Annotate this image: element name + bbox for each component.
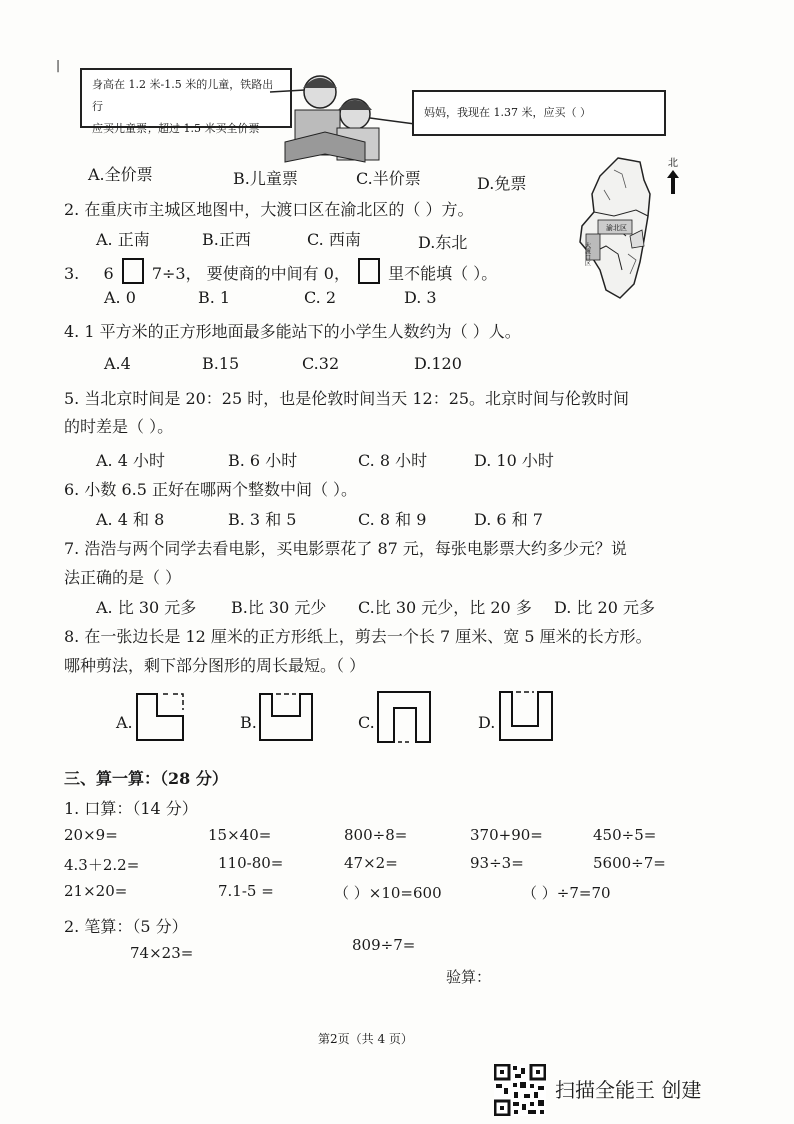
q5-line2: 的时差是（ ）。 (64, 417, 174, 436)
q8-label-a: A. (116, 713, 133, 732)
oral-3-4: （ ）÷7=70 (522, 884, 611, 902)
speech-bubble-left (80, 68, 292, 135)
q7-line1: 7. 浩浩与两个同学去看电影，买电影票花了 87 元，每张电影票大约多少元？说 (64, 539, 627, 558)
oral-2-4: 93÷3= (470, 854, 524, 872)
q5-line1: 5. 当北京时间是 20：25 时，也是伦敦时间当天 12：25。北京时间与伦敦时间 (64, 389, 630, 408)
oral-1-2: 15×40= (208, 826, 272, 844)
oral-3-3: （ ）×10=600 (334, 884, 442, 902)
q8-label-d: D. (478, 713, 496, 732)
north-arrow-icon (667, 170, 679, 194)
chongqing-map (570, 150, 690, 310)
q6-option-d: D. 6 和 7 (474, 510, 543, 529)
q7-line2: 法正确的是（ ） (64, 568, 182, 587)
q3-number: 3. (64, 264, 80, 283)
oral-3-1: 21×20= (64, 882, 128, 900)
q5-option-d: D. 10 小时 (474, 451, 554, 470)
q3-suffix: 里不能填（ ）。 (388, 264, 498, 283)
q8-label-c: C. (358, 713, 375, 732)
q5-option-b: B. 6 小时 (228, 451, 298, 470)
q2-text: 2. 在重庆市主城区地图中，大渡口区在渝北区的（ ）方。 (64, 200, 474, 219)
q1-option-a: A.全价票 (88, 165, 153, 184)
q2-option-c: C. 西南 (307, 230, 361, 249)
q3-option-d: D. 3 (404, 288, 437, 307)
q3-middle: 7÷3， 要使商的中间有 0， (151, 264, 350, 283)
q3-text (64, 258, 497, 284)
q8-line1: 8. 在一张边长是 12 厘米的正方形纸上，剪去一个长 7 厘米、宽 5 厘米的长方形。 (64, 627, 652, 646)
scanner-watermark: 扫描全能王 创建 (555, 1078, 702, 1102)
oral-2-2: 110-80= (218, 854, 284, 872)
q3-blank-box-2 (358, 258, 380, 284)
margin-tick: | (56, 58, 61, 72)
qr-code-icon (494, 1064, 546, 1116)
q8-figure-d (498, 686, 554, 744)
map-label-dadukou: 大渡口区 (583, 242, 591, 266)
q3-blank-box (122, 258, 144, 284)
q5-option-a: A. 4 小时 (96, 451, 165, 470)
q4-option-a: A.4 (104, 354, 131, 373)
written-calc-title: 2. 笔算：（5 分） (64, 917, 188, 936)
bubble-left-line2: 应买儿童票；超过 1.5 米买全价票 (92, 122, 260, 135)
q3-dividend-start: 6 (103, 264, 114, 283)
oral-1-5: 450÷5= (593, 826, 657, 844)
q3-option-a: A. 0 (104, 288, 136, 307)
section3-title: 三、算一算：（28 分） (64, 769, 228, 788)
oral-calc-title: 1. 口算：（14 分） (64, 799, 198, 818)
q8-figure-a (135, 690, 187, 744)
q4-option-b: B.15 (202, 354, 240, 373)
map-label-yubei: 渝北区 (606, 224, 627, 232)
q1-option-d: D.免票 (477, 174, 527, 193)
q2-option-a: A. 正南 (96, 230, 150, 249)
map-north-label: 北 (668, 158, 678, 169)
written-2: 809÷7= (352, 936, 416, 954)
q8-line2: 哪种剪法，剩下部分图形的周长最短。（ ） (64, 656, 366, 675)
oral-3-2: 7.1-5 = (218, 882, 274, 900)
q8-label-b: B. (240, 713, 257, 732)
q1-option-c: C.半价票 (356, 169, 421, 188)
q6-option-c: C. 8 和 9 (358, 510, 427, 529)
q4-option-c: C.32 (302, 354, 340, 373)
written-1: 74×23= (130, 944, 194, 962)
oral-2-5: 5600÷7= (593, 854, 666, 872)
q7-option-a: A. 比 30 元多 (96, 598, 197, 617)
q2-option-d: D.东北 (418, 233, 468, 252)
q8-figure-c (376, 690, 432, 746)
oral-2-1: 4.3＋2.2= (64, 856, 140, 874)
q2-option-b: B.正西 (202, 230, 251, 249)
q1-option-b: B.儿童票 (233, 169, 298, 188)
q7-option-b: B.比 30 元少 (231, 598, 327, 617)
q7-option-d: D. 比 20 元多 (554, 598, 655, 617)
q3-option-c: C. 2 (304, 288, 337, 307)
q6-option-b: B. 3 和 5 (228, 510, 297, 529)
oral-2-3: 47×2= (344, 854, 398, 872)
oral-1-4: 370+90= (470, 826, 543, 844)
q5-option-c: C. 8 小时 (358, 451, 428, 470)
page-number: 第2页（共 4 页） (318, 1032, 413, 1046)
oral-1-3: 800÷8= (344, 826, 408, 844)
speech-bubble-right: 妈妈，我现在 1.37 米，应买（ ） (412, 90, 666, 136)
q4-option-d: D.120 (414, 354, 462, 373)
children-reading-illustration (265, 62, 425, 172)
oral-1-1: 20×9= (64, 826, 118, 844)
bubble-left-line1: 身高在 1.2 米-1.5 米的儿童，铁路出行 (92, 78, 274, 113)
q6-text: 6. 小数 6.5 正好在哪两个整数中间（ ）。 (64, 480, 358, 499)
q4-text: 4. 1 平方米的正方形地面最多能站下的小学生人数约为（ ）人。 (64, 322, 521, 341)
q6-option-a: A. 4 和 8 (96, 510, 165, 529)
q8-figure-b (258, 690, 314, 744)
q7-option-c: C.比 30 元少，比 20 多 (358, 598, 532, 617)
check-label: 验算： (446, 968, 492, 986)
q3-option-b: B. 1 (198, 288, 231, 307)
